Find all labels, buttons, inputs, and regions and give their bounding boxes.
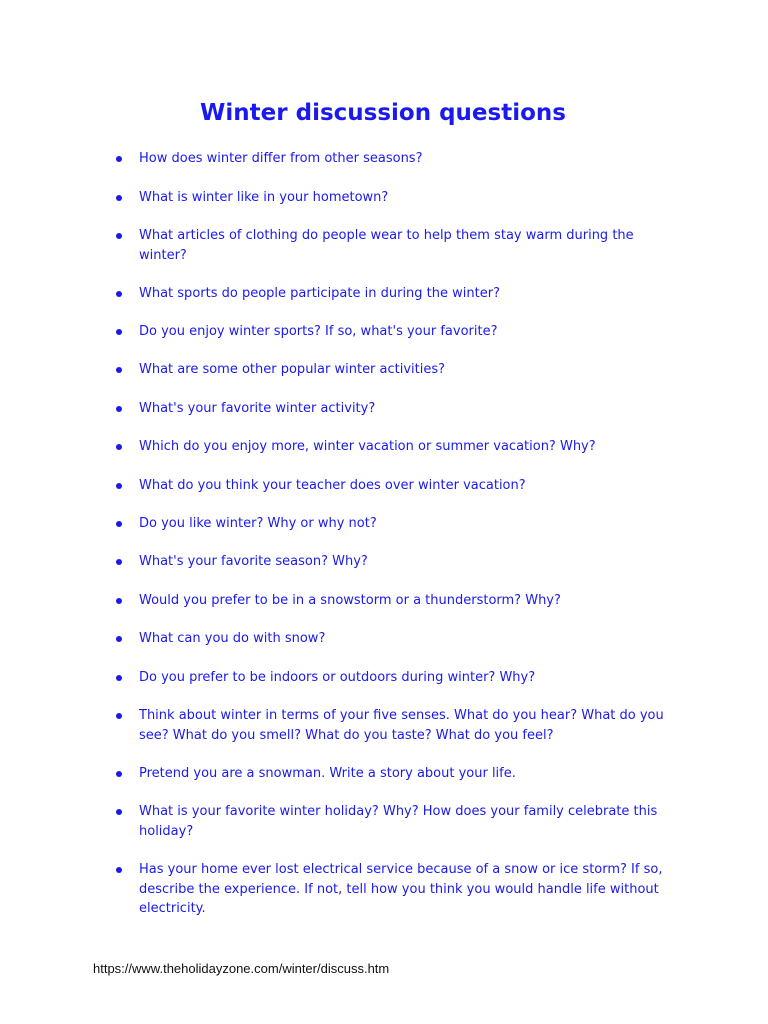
bullet-icon	[116, 713, 122, 719]
bullet-icon	[116, 291, 122, 297]
question-text: Pretend you are a snowman. Write a story about your life.	[139, 766, 516, 781]
question-text: Has your home ever lost electrical service because of a snow or ice storm? If so, describe the experience. If not, tell how you think you would handle life without electricity.	[139, 862, 663, 916]
question-text: What sports do people participate in during the winter?	[139, 286, 500, 301]
page-title: Winter discussion questions	[200, 100, 566, 126]
question-text: What is winter like in your hometown?	[139, 190, 389, 205]
bullet-icon	[116, 233, 122, 239]
bullet-icon	[116, 771, 122, 777]
bullet-icon	[116, 598, 122, 604]
bullet-icon	[116, 636, 122, 642]
question-text: What can you do with snow?	[139, 631, 326, 646]
question-text: Which do you enjoy more, winter vacation or summer vacation? Why?	[139, 439, 596, 454]
question-text: Do you enjoy winter sports? If so, what's your favorite?	[139, 324, 498, 339]
question-text: What's your favorite season? Why?	[139, 554, 368, 569]
question-text: Would you prefer to be in a snowstorm or a thunderstorm? Why?	[139, 593, 561, 608]
question-text: Do you like winter? Why or why not?	[139, 516, 377, 531]
bullet-icon	[116, 675, 122, 681]
bullet-icon	[116, 156, 122, 162]
source-url-link[interactable]: https://www.theholidayzone.com/winter/discuss.htm	[93, 961, 390, 976]
bullet-icon	[116, 559, 122, 565]
question-text: What is your favorite winter holiday? Why? How does your family celebrate this holiday?	[139, 804, 658, 839]
question-text: How does winter differ from other seasons?	[139, 151, 423, 166]
question-text: What are some other popular winter activities?	[139, 362, 446, 377]
bullet-icon	[116, 329, 122, 335]
question-text: Think about winter in terms of your five senses. What do you hear? What do you see? What do you smell? What do you taste? What do you feel?	[139, 708, 664, 743]
bullet-icon	[116, 483, 122, 489]
question-text: What articles of clothing do people wear to help them stay warm during the winter?	[139, 228, 634, 263]
bullet-icon	[116, 521, 122, 527]
bullet-icon	[116, 444, 122, 450]
question-text: What do you think your teacher does over winter vacation?	[139, 478, 526, 493]
bullet-icon	[116, 809, 122, 815]
question-text: Do you prefer to be indoors or outdoors during winter? Why?	[139, 670, 536, 685]
bullet-icon	[116, 406, 122, 412]
question-text: What's your favorite winter activity?	[139, 401, 376, 416]
bullet-icon	[116, 195, 122, 201]
bullet-icon	[116, 867, 122, 873]
bullet-icon	[116, 367, 122, 373]
